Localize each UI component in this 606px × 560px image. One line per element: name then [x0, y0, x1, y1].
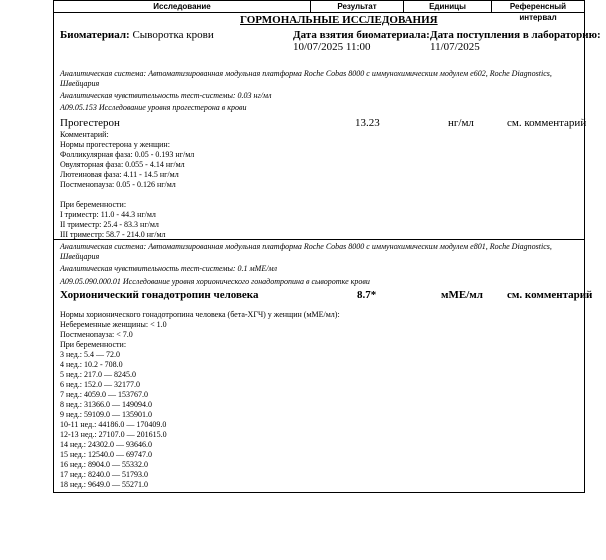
biomaterial-label: Биоматериал:: [60, 29, 130, 41]
comment-line: Лютеиновая фаза: 4.11 - 14.5 нг/мл: [60, 170, 179, 179]
biomaterial-value: Сыворотка крови: [132, 29, 214, 41]
s1-system-line1: Аналитическая система: Автоматизированная модульная платформа Roche Cobas 8000 с иммунохимическим модулем e602, Roche Diagnostics,: [60, 69, 552, 78]
comment-line: Постменопауза: < 7.0: [60, 330, 133, 339]
s2-units: мМЕ/мл: [441, 289, 483, 301]
comment-line: 16 нед.: 8904.0 — 55332.0: [60, 460, 149, 469]
s2-system-line2: Швейцария: [60, 252, 100, 261]
s2-system-line1: Аналитическая система: Автоматизированная модульная платформа Roche Cobas 8000 с иммунохимическим модулем e801, Roche Diagnostics,: [60, 242, 552, 251]
s2-test-name: Хорионический гонадотропин человека: [60, 289, 259, 301]
s2-result: 8.7*: [357, 289, 377, 301]
comment-line: 4 нед.: 10.2 - 708.0: [60, 360, 123, 369]
header-col-result: Результат: [310, 0, 404, 13]
header-col-units: Единицы: [403, 0, 492, 13]
comment-line: Небеременные женщины: < 1.0: [60, 320, 167, 329]
comment-line: Овуляторная фаза: 0.055 - 4.14 нг/мл: [60, 160, 185, 169]
s1-reference: см. комментарий: [507, 117, 587, 129]
s2-comments: [60, 310, 340, 490]
date-taken-value: 10/07/2025 11:00: [293, 41, 371, 53]
comment-line: 12-13 нед.: 27107.0 — 201615.0: [60, 430, 167, 439]
s1-units: нг/мл: [448, 117, 474, 129]
page-title: ГОРМОНАЛЬНЫЕ ИССЛЕДОВАНИЯ: [240, 14, 438, 26]
comment-line: 8 нед.: 31366.0 — 149094.0: [60, 400, 153, 409]
date-taken-label: Дата взятия биоматериала:: [293, 29, 430, 41]
comment-line: 18 нед.: 9649.0 — 55271.0: [60, 480, 149, 489]
header-col-reference: Референсный интервал: [491, 0, 585, 13]
s2-code: A09.05.090.000.01 Исследование уровня хорионического гонадотропина в сыворотке крови: [60, 277, 370, 286]
comment-line: Нормы прогестерона у женщин:: [60, 140, 170, 149]
comment-line: III триместр: 58.7 - 214.0 нг/мл: [60, 230, 166, 239]
comment-line: При беременности:: [60, 340, 127, 349]
comment-line: 7 нед.: 4059.0 — 153767.0: [60, 390, 149, 399]
comment-line: 10-11 нед.: 44186.0 — 170409.0: [60, 420, 167, 429]
s1-system-line2: Швейцария: [60, 79, 100, 88]
comment-line: 14 нед.: 24302.0 — 93646.0: [60, 440, 153, 449]
comment-line: Постменопауза: 0.05 - 0.126 нг/мл: [60, 180, 176, 189]
date-received-label: Дата поступления в лабораторию:: [430, 29, 601, 41]
comment-line: 15 нед.: 12540.0 — 69747.0: [60, 450, 153, 459]
header-col-test: Исследование: [53, 0, 311, 13]
comment-line: При беременности:: [60, 200, 127, 209]
comment-line: 17 нед.: 8240.0 — 51793.0: [60, 470, 149, 479]
s1-result: 13.23: [355, 117, 380, 129]
comment-line: 5 нед.: 217.0 — 8245.0: [60, 370, 137, 379]
date-received-value: 11/07/2025: [430, 41, 480, 53]
s1-test-name: Прогестерон: [60, 117, 120, 129]
s2-reference: см. комментарий: [507, 289, 593, 301]
comment-line: Фолликулярная фаза: 0.05 - 0.193 нг/мл: [60, 150, 195, 159]
comment-line: [60, 190, 194, 200]
comment-line: Комментарий:: [60, 130, 109, 139]
comment-line: 9 нед.: 59109.0 — 135901.0: [60, 410, 153, 419]
comment-line: Нормы хорионического гонадотропина человека (бета-ХГЧ) у женщин (мМЕ/мл):: [60, 310, 340, 319]
comment-line: 3 нед.: 5.4 — 72.0: [60, 350, 121, 359]
comment-line: 6 нед.: 152.0 — 32177.0: [60, 380, 141, 389]
comment-line: I триместр: 11.0 - 44.3 нг/мл: [60, 210, 156, 219]
s2-sensitivity: Аналитическая чувствительность тест-системы: 0.1 мМЕ/мл: [60, 264, 278, 273]
comment-line: II триместр: 25.4 - 83.3 нг/мл: [60, 220, 159, 229]
biomaterial: [60, 29, 214, 41]
s1-sensitivity: Аналитическая чувствительность тест-системы: 0.03 нг/мл: [60, 91, 272, 100]
section-divider: [53, 239, 585, 240]
s1-code: A09.05.153 Исследование уровня прогестерона в крови: [60, 103, 247, 112]
s1-comments: [60, 130, 194, 240]
